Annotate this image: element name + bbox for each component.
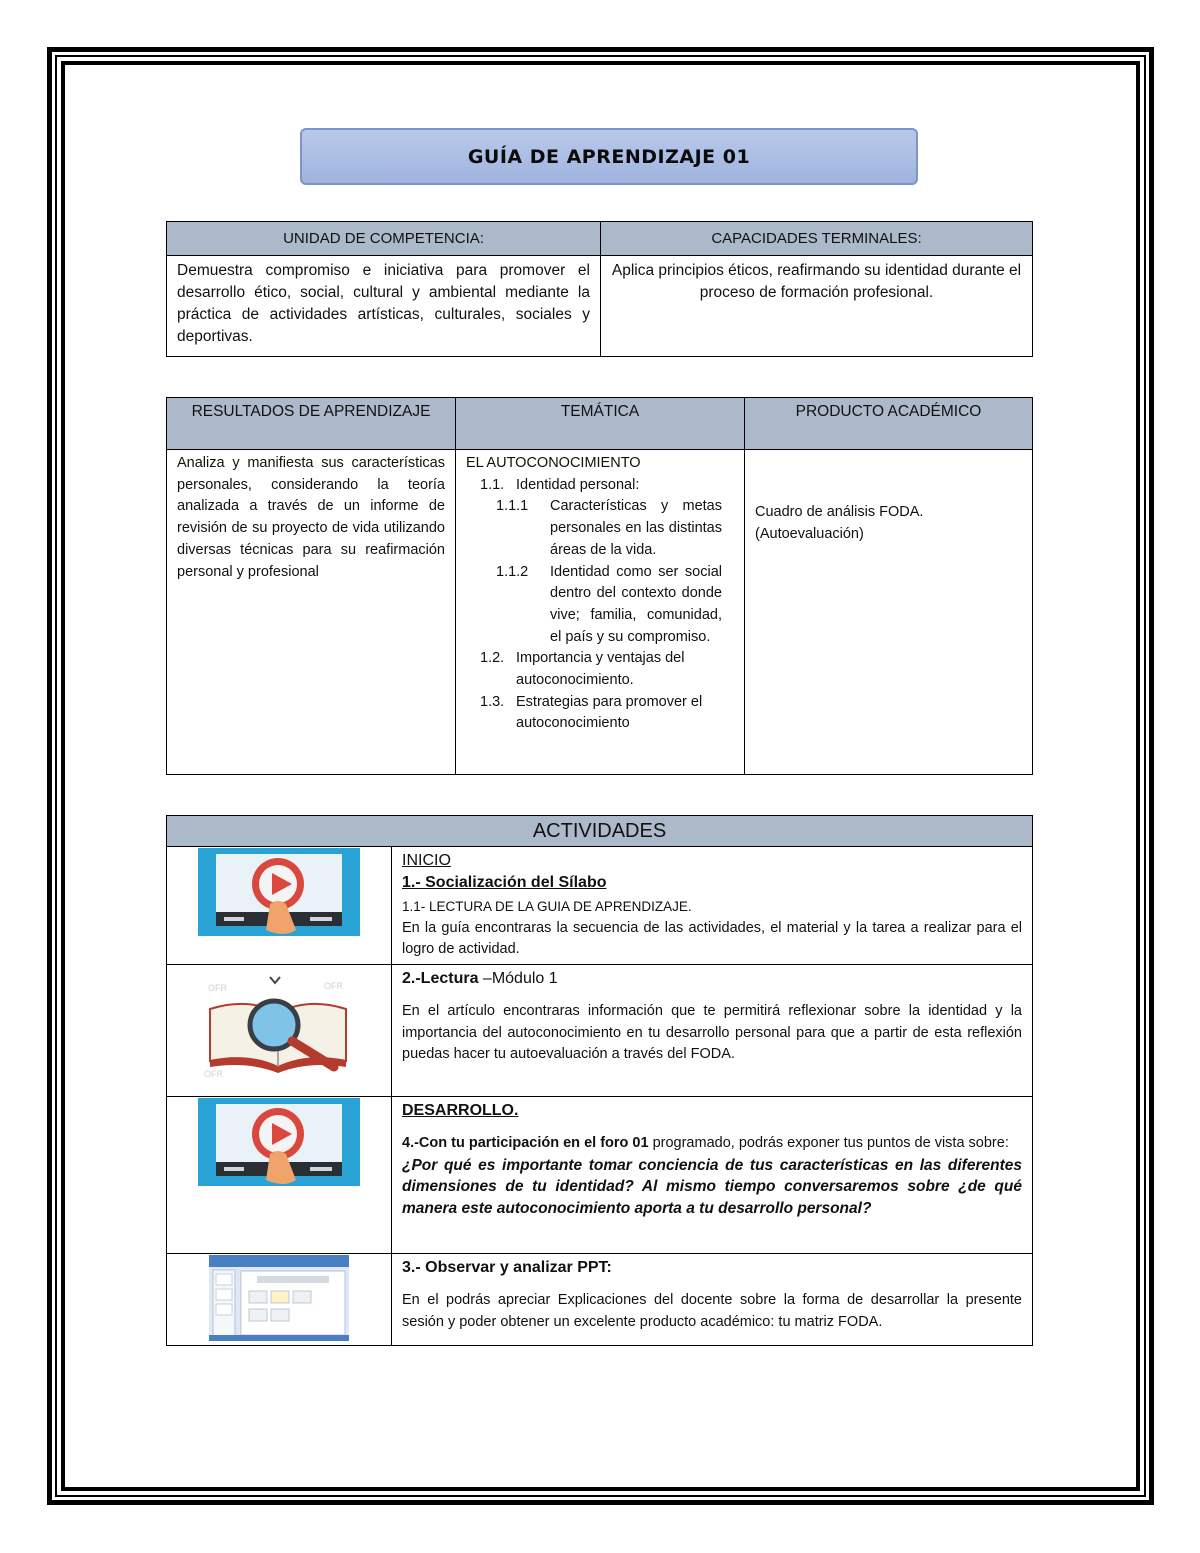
ppt-desc: En el podrás apreciar Explicaciones del docente sobre la forma de desarrollar la presente sesión y poder obtener un excelente producto académico: tu matriz FODA. [402, 1292, 1022, 1330]
unidad-header: UNIDAD DE COMPETENCIA: [167, 222, 601, 256]
video-play-icon[interactable] [198, 1098, 360, 1188]
ppt-title: 3.- Observar y analizar PPT: [402, 1258, 612, 1276]
foro-question: ¿Por qué es importante tomar conciencia de tus características en las diferentes dimensiones de tu identidad? Al mismo tiempo conversaremos sobre ¿de qué manera este autoconocimiento aporta a tu desarrollo personal? [402, 1156, 1022, 1217]
inicio-label: INICIO [402, 852, 451, 869]
tematica-cell [456, 450, 745, 775]
svg-text:OFR: OFR [204, 1068, 223, 1079]
desarrollo-cell [392, 1096, 1033, 1253]
foro-text-bold: 4.-Con tu participación en el foro 01 [402, 1135, 649, 1151]
svg-text:OFR: OFR [324, 980, 343, 991]
guide-title: GUÍA DE APRENDIZAJE 01 [300, 128, 918, 185]
competencia-table [166, 221, 1033, 357]
producto-header: PRODUCTO ACADÉMICO [745, 398, 1033, 450]
ppt-screenshot-icon[interactable] [209, 1255, 349, 1341]
tematica-item-num: 1.1.1 [496, 498, 529, 515]
ppt-cell [392, 1253, 1033, 1345]
tematica-item [466, 692, 734, 735]
tematica-item-text: Importancia y ventajas del autoconocimiento. [516, 650, 685, 689]
lectura-desc: En el artículo encontraras información que te permitirá reflexionar sobre la identidad y la importancia del autoconocimiento en tu desarrollo personal para que a partir de esta reflexión puedas hacer tu autoevaluación a través del FODA. [402, 1003, 1022, 1062]
producto-line2: (Autoevaluación) [755, 525, 864, 542]
svg-text:OFR: OFR [208, 982, 227, 993]
lectura-cell [392, 964, 1033, 1096]
actividades-table [166, 815, 1033, 1346]
lectura-heading-bold: 2.-Lectura [402, 969, 479, 987]
video-thumbnail-cell [167, 847, 392, 965]
ppt-image-cell [167, 1253, 392, 1345]
book-magnifier-icon [194, 969, 364, 1089]
inicio-cell [392, 847, 1033, 965]
tematica-item-num: 1.3. [480, 693, 505, 710]
tematica-item-num: 1.2. [480, 650, 505, 667]
foro-text-rest: programado, podrás exponer tus puntos de vista sobre: [648, 1135, 1009, 1151]
tematica-item-num: 1.1. [480, 476, 505, 493]
tematica-item-num: 1.1.2 [496, 563, 529, 580]
resultados-text: Analiza y manifiesta sus características personales, considerando la teoría analizada a través de un informe de revisión de su proyecto de vida utilizando diversas técnicas para su reafirmación personal y profesional [167, 450, 456, 775]
actividades-header: ACTIVIDADES [167, 816, 1033, 847]
tematica-subitem [466, 562, 734, 649]
tematica-item-text: Identidad personal: [516, 476, 640, 493]
tematica-item [466, 648, 734, 691]
reading-image-cell [167, 964, 392, 1096]
foro-text [402, 1133, 1022, 1155]
unidad-text: Demuestra compromiso e iniciativa para promover el desarrollo ético, social, cultural y ambiental mediante la práctica de actividades artísticas, culturales, sociales y deportivas. [167, 256, 601, 357]
capacidades-header: CAPACIDADES TERMINALES: [601, 222, 1033, 256]
tematica-item-text: Características y metas personales en las distintas áreas de la vida. [550, 498, 722, 558]
aprendizaje-table [166, 397, 1033, 775]
tematica-item-text: Identidad como ser social dentro del contexto donde vive; familia, comunidad, el país y su compromiso. [550, 563, 722, 645]
producto-cell [745, 450, 1033, 775]
lectura-guia-desc: En la guía encontraras la secuencia de las actividades, el material y la tarea a realizar para el logro de actividad. [402, 919, 1022, 957]
producto-line1: Cuadro de análisis FODA. [755, 504, 924, 520]
desarrollo-label: DESARROLLO. [402, 1101, 519, 1119]
capacidades-text: Aplica principios éticos, reafirmando su identidad durante el proceso de formación profesional. [601, 256, 1033, 357]
resultados-header: RESULTADOS DE APRENDIZAJE [167, 398, 456, 450]
lectura-heading-rest: –Módulo 1 [478, 969, 558, 987]
tematica-title: EL AUTOCONOCIMIENTO [466, 455, 641, 471]
tematica-subitem [466, 496, 734, 561]
tematica-header: TEMÁTICA [456, 398, 745, 450]
tematica-item-text: Estrategias para promover el autoconocimiento [516, 693, 703, 732]
tematica-item [466, 475, 734, 497]
lectura-heading [402, 968, 1022, 990]
video-play-icon[interactable] [198, 848, 360, 938]
video-thumbnail-cell-2 [167, 1096, 392, 1253]
lectura-guia-title: 1.1- LECTURA DE LA GUIA DE APRENDIZAJE. [402, 899, 692, 914]
socializacion-title: 1.- Socialización del Sílabo [402, 873, 607, 891]
